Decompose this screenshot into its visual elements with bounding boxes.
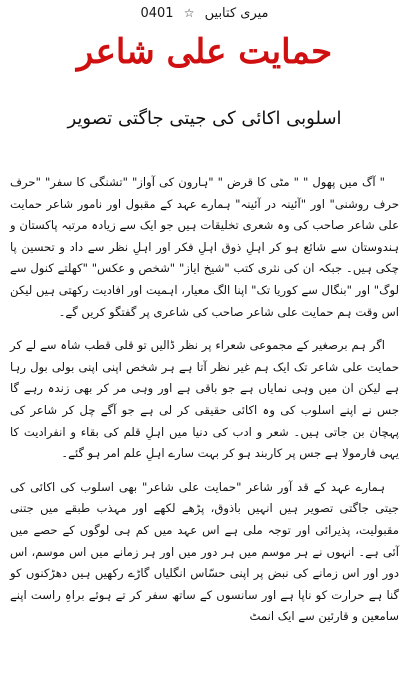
article-title: حمایت علی شاعر bbox=[76, 32, 333, 72]
book-label: میری کتابیں bbox=[204, 6, 269, 21]
article-body bbox=[10, 172, 399, 640]
star-icon: ☆ bbox=[183, 6, 195, 20]
paragraph-3: ہمارے عہد کے قد آور شاعر "حمایت علی شاعر" بھی اسلوب کی اکائی کی جیتی جاگتی تصویر ہیں انہیں باذوق، پڑھے لکھے اور مہذب طبقے میں جتنی مقبولیت، پذیرائی اور توجہ ملی ہے اس عہد میں کم ہی لوگوں کے حصے میں آئی ہے۔ انہوں نے ہر موسم میں ہر دور میں اور ہر زمانے میں اس موسم، اس دور اور اس زمانے کی نبض پر اپنی حسّاس انگلیاں گاڑے رکھیں ہیں دھڑکنوں کو گنا ہے حرارت کو ناپا ہے اور سانسوں کے ساتھ سفر کر تے ہوئے براہِ راست اپنے سامعین و قارئین سے ایک انمٹ bbox=[10, 479, 399, 624]
article-subtitle: اسلوبی اکائی کی جیتی جاگتی تصویر bbox=[67, 108, 342, 129]
paragraph-1: " آگ میں پھول " " مٹی کا قرض " "ہارون کی آواز" "تشنگی کا سفر" "حرف حرف روشنی" اور "آئینہ در آئینہ" ہمارے عہد کے مقبول اور نامور شاعر حمایت علی شاعر صاحب کی وہ شعری تخلیقات ہیں جو ایک سے زیادہ مرتبہ پاکستان و ہندوستان سے شائع ہو کر اہلِ ذوق اہلِ فکر اور اہلِ نظر سے داد و تحسین پا چکی ہیں۔ جبکہ ان کی نثری کتب "شیخ ایاز" "شخص و عکس" "کھلتے کنول سے لوگ" اور "بنگال سے کوریا تک" اپنا الگ معیار، اہمیت اور افادیت رکھتی ہیں لیکن اس وقت ہم حمایت علی شاعر صاحب کی شاعری پر گفتگو کریں گے۔ bbox=[10, 175, 399, 319]
paragraph-2: اگر ہم برصغیر کے مجموعی شعراء پر نظر ڈالیں تو قلی قطب شاہ سے لے کر حمایت علی شاعر تک ایک ہم غیر نظر آتا ہے ہر شخص اپنی اپنی بولی بول رہا ہے لیکن ان میں وہی نمایاں ہے جو باقی ہے اور وہی مر کر بھی زندہ رہے گا جس نے اپنے اسلوب کی وہ اکائی حقیقی کر لی ہے جو آگے چل کر شاعر کی پہچان بن جاتی ہیں۔ شعر و ادب کی دنیا میں اہلِ قلم کی بقاء و انفرادیت کا یہی فارمولا ہے جس پر کاربند ہو کر بہت سارے اہلِ علم امر ہو گئے۔ bbox=[10, 338, 399, 461]
page-number: 0401 bbox=[140, 6, 174, 21]
page-header bbox=[0, 6, 409, 21]
